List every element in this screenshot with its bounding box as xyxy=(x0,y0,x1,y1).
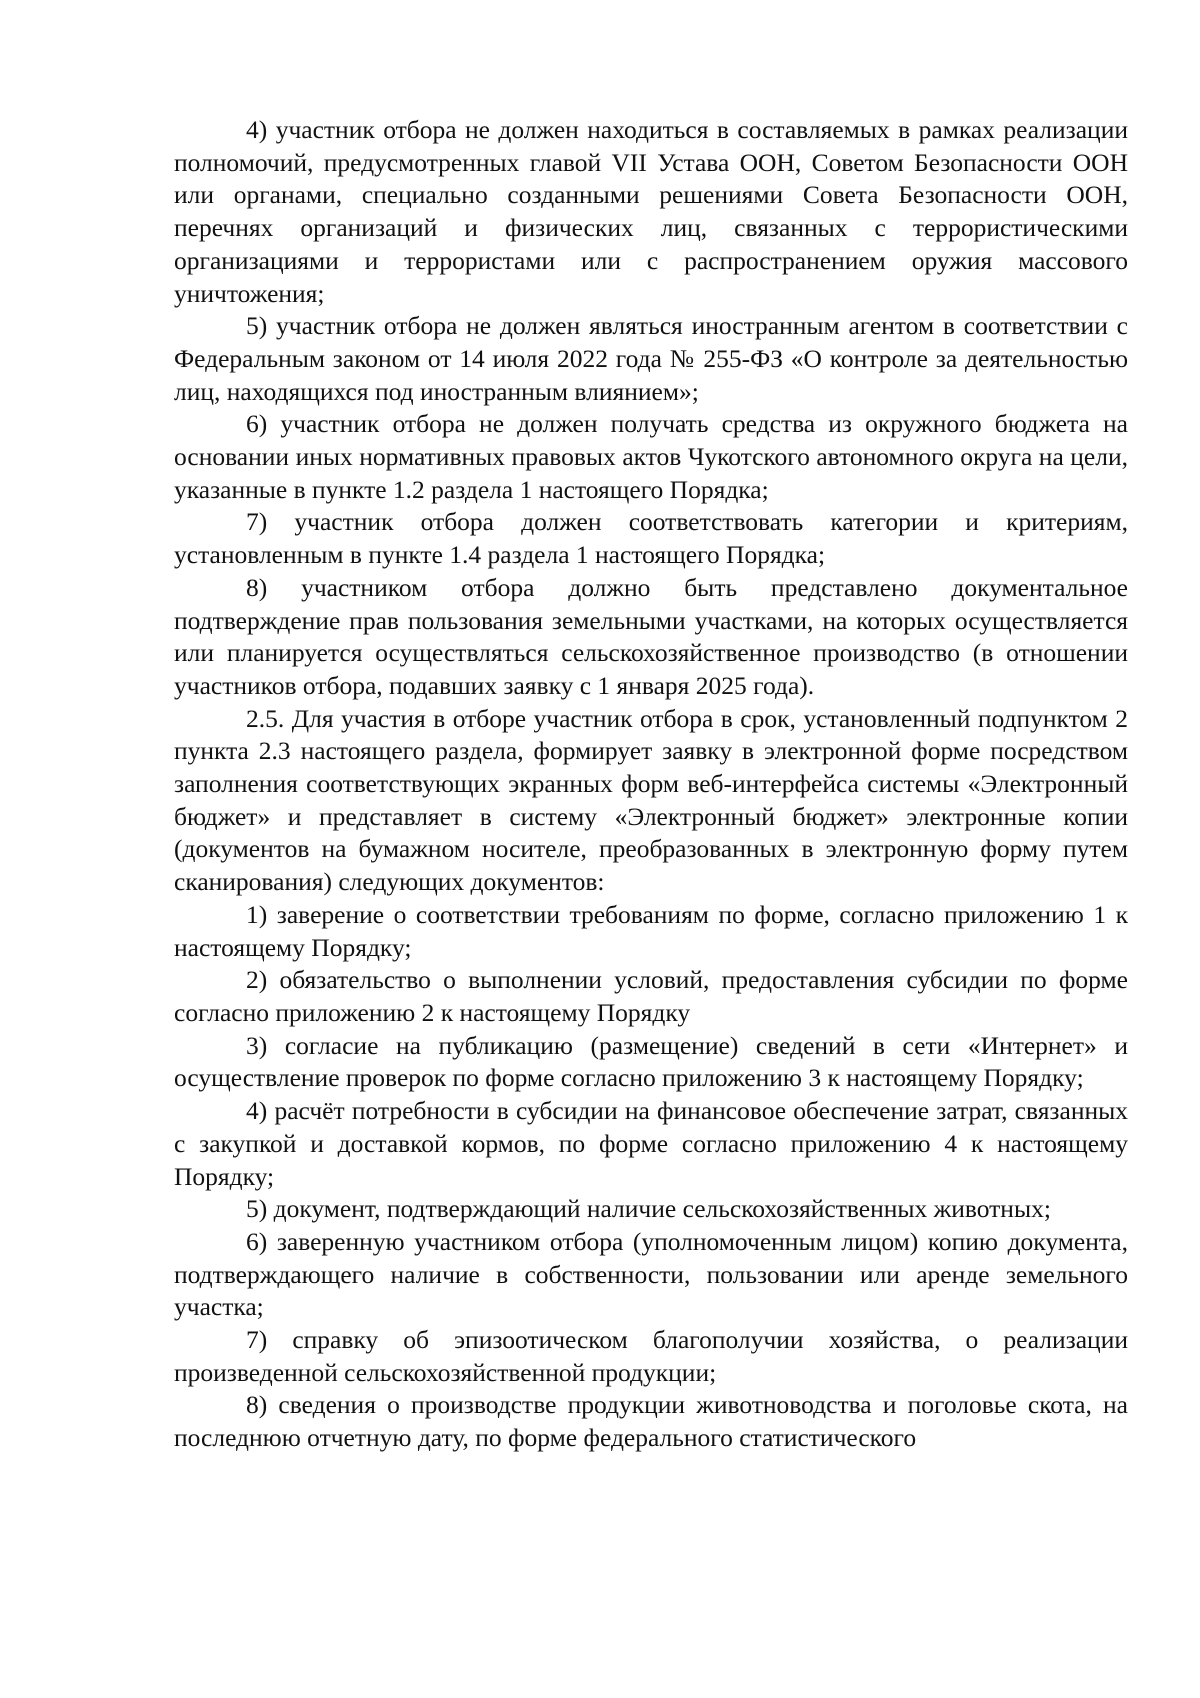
list-item-document-7: 7) справку об эпизоотическом благополучии хозяйства, о реализации произведенной сельскохозяйственной продукции; xyxy=(174,1325,1128,1387)
paragraph-section-2-5: 2.5. Для участия в отборе участник отбора в срок, установленный подпунктом 2 пункта 2.3 настоящего раздела, формирует заявку в электронной форме посредством заполнения соответствующих экранных форм веб-интерфейса системы «Электронный бюджет» и представляет в систему «Электронный бюджет» электронные копии (документов на бумажном носителе, преобразованных в электронную форму путем сканирования) следующих документов: xyxy=(174,703,1128,897)
paragraph-item-5-foreign-agent: 5) участник отбора не должен являться иностранным агентом в соответствии с Федеральным законом от 14 июля 2022 года № 255-ФЗ «О контроле за деятельностью лиц, находящихся под иностранным влиянием»; xyxy=(174,311,1128,406)
list-item-document-1: 1) заверение о соответствии требованиям по форме, согласно приложению 1 к настоящему Порядку; xyxy=(174,899,1128,962)
list-item-document-6: 6) заверенную участником отбора (уполномоченным лицом) копию документа, подтверждающего наличие в собственности, пользовании или аренде земельного участка; xyxy=(174,1226,1128,1322)
paragraph-item-7-criteria: 7) участник отбора должен соответствовать категории и критериям, установленным в пункте 1.4 раздела 1 настоящего Порядка; xyxy=(174,507,1128,570)
list-item-document-3: 3) согласие на публикацию (размещение) сведений в сети «Интернет» и осуществление проверок по форме согласно приложению 3 к настоящему Порядку; xyxy=(174,1030,1128,1093)
list-item-document-2: 2) обязательство о выполнении условий, предоставления субсидии по форме согласно приложению 2 к настоящему Порядку xyxy=(174,965,1128,1027)
paragraph-item-4-terror-lists: 4) участник отбора не должен находиться в составляемых в рамках реализации полномочий, предусмотренных главой VII Устава ООН, Советом Безопасности ООН или органами, специально созданными решениями Совета Безопасности ООН, перечнях организаций и физических лиц, связанных с террористическими организациями и террористами или с распространением оружия массового уничтожения; xyxy=(174,115,1128,308)
list-item-document-8: 8) сведения о производстве продукции животноводства и поголовье скота, на последнюю отчетную дату, по форме федерального статистического xyxy=(174,1390,1128,1453)
paragraph-item-8-land-rights: 8) участником отбора должно быть представлено документальное подтверждение прав пользования земельными участками, на которых осуществляется или планируется осуществляться сельскохозяйственное производство (в отношении участников отбора, подавших заявку с 1 января 2025 года). xyxy=(174,572,1128,700)
list-item-document-5: 5) документ, подтверждающий наличие сельскохозяйственных животных; xyxy=(246,1194,1051,1224)
list-item-document-4: 4) расчёт потребности в субсидии на финансовое обеспечение затрат, связанных с закупкой и доставкой кормов, по форме согласно приложению 4 к настоящему Порядку; xyxy=(174,1096,1128,1191)
paragraph-item-6-budget-funds: 6) участник отбора не должен получать средства из окружного бюджета на основании иных нормативных правовых актов Чукотского автономного округа на цели, указанные в пункте 1.2 раздела 1 настоящего Порядка; xyxy=(174,409,1128,504)
document-page xyxy=(174,114,1128,1455)
